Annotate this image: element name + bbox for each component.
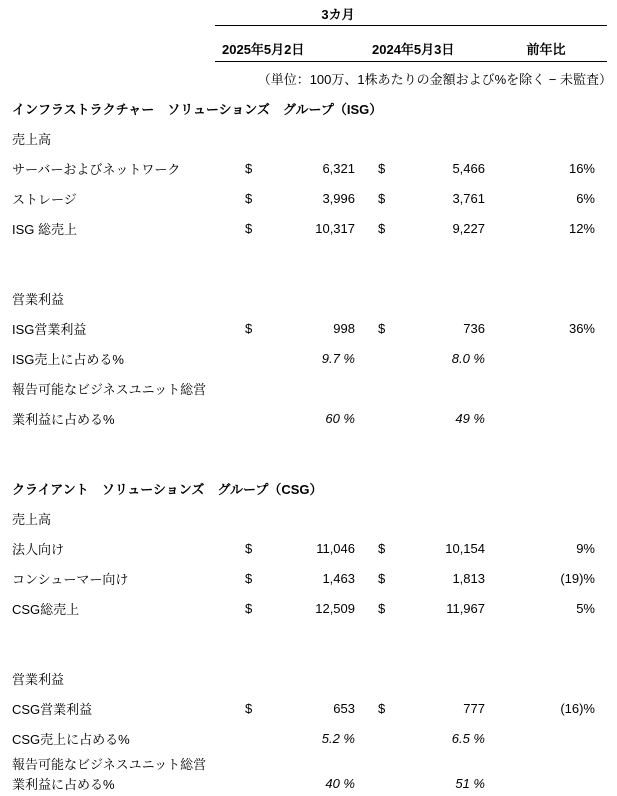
yoy-change: 12% (568, 220, 595, 236)
table-row (12, 153, 617, 183)
row-label: 売上高 (12, 511, 52, 527)
table-header (0, 0, 617, 93)
row-label: ISG売上に占める% (12, 351, 124, 367)
currency-symbol-current: $ (245, 540, 253, 556)
table-row (12, 373, 617, 403)
row-label: 営業利益 (12, 291, 65, 307)
yoy-change: 5% (576, 600, 595, 616)
row-label: コンシューマー向け (12, 571, 129, 587)
table-row (12, 93, 617, 123)
row-label: CSG売上に占める% (12, 731, 130, 747)
row-label: CSG営業利益 (12, 701, 93, 717)
row-label: ストレージ (12, 191, 77, 207)
currency-symbol-current: $ (245, 320, 253, 336)
table-spacer-row (12, 243, 617, 283)
table-row (12, 403, 617, 433)
row-label: CSG総売上 (12, 601, 80, 617)
header-rule-bottom (215, 61, 607, 62)
currency-symbol-current: $ (245, 700, 253, 716)
yoy-change: (19)% (560, 570, 595, 586)
currency-symbol-current: $ (245, 190, 253, 206)
currency-symbol-current: $ (245, 160, 253, 176)
currency-symbol-current: $ (245, 600, 253, 616)
table-row (12, 503, 617, 533)
table-row (12, 593, 617, 623)
value-current: 6,321 (322, 160, 355, 176)
table-row (12, 533, 617, 563)
row-label: 営業利益 (12, 671, 65, 687)
table-spacer-row (12, 433, 617, 473)
percent-prior: 8.0 % (451, 350, 485, 366)
value-current: 1,463 (322, 570, 355, 586)
currency-symbol-prior: $ (378, 190, 386, 206)
currency-symbol-prior: $ (378, 320, 386, 336)
table-row (12, 343, 617, 373)
row-label: サーバーおよびネットワーク (12, 161, 181, 177)
percent-current: 40 % (325, 775, 355, 791)
value-prior: 3,761 (452, 190, 485, 206)
row-label: 業利益に占める% (12, 411, 115, 427)
currency-symbol-prior: $ (378, 540, 386, 556)
header-rule-top (215, 25, 607, 26)
table-row (12, 723, 617, 753)
yoy-change: 6% (576, 190, 595, 206)
value-prior: 736 (463, 320, 485, 336)
currency-symbol-prior: $ (378, 570, 386, 586)
unit-note: （単位：100万、1株あたりの金額および%を除く − 未監査） (257, 72, 612, 87)
currency-symbol-prior: $ (378, 220, 386, 236)
percent-prior: 49 % (455, 410, 485, 426)
percent-current: 5.2 % (321, 730, 355, 746)
table-row (12, 183, 617, 213)
table-row (12, 563, 617, 593)
currency-symbol-current: $ (245, 220, 253, 236)
value-prior: 777 (463, 700, 485, 716)
value-current: 3,996 (322, 190, 355, 206)
yoy-change: 16% (568, 160, 595, 176)
table-row (12, 473, 617, 503)
table-row (12, 663, 617, 693)
yoy-change: (16)% (560, 700, 595, 716)
table-row (12, 753, 617, 773)
section-heading: インフラストラクチャー ソリューションズ グループ（ISG） (12, 101, 383, 117)
table-row (12, 773, 617, 793)
row-label: 法人向け (12, 541, 65, 557)
row-label: 報告可能なビジネスユニット総営 (12, 381, 207, 397)
table-row (12, 123, 617, 153)
value-prior: 5,466 (452, 160, 485, 176)
percent-prior: 6.5 % (451, 730, 485, 746)
currency-symbol-current: $ (245, 570, 253, 586)
currency-symbol-prior: $ (378, 700, 386, 716)
period-header: 3カ月 (321, 7, 355, 22)
percent-prior: 51 % (455, 775, 485, 791)
yoy-change: 36% (568, 320, 595, 336)
value-current: 10,317 (315, 220, 355, 236)
table-row (12, 693, 617, 723)
segment-table-body (0, 93, 617, 793)
column-header-current-date: 2025年5月2日 (222, 42, 305, 57)
table-row (12, 313, 617, 343)
value-current: 11,046 (316, 540, 355, 556)
value-prior: 11,967 (446, 600, 485, 616)
value-prior: 1,813 (452, 570, 485, 586)
currency-symbol-prior: $ (378, 160, 386, 176)
yoy-change: 9% (576, 540, 595, 556)
value-prior: 9,227 (452, 220, 485, 236)
table-row (12, 283, 617, 313)
section-heading: クライアント ソリューションズ グループ（CSG） (12, 481, 323, 497)
row-label: ISG営業利益 (12, 321, 87, 337)
percent-current: 9.7 % (321, 350, 355, 366)
value-current: 12,509 (315, 600, 355, 616)
row-label: 報告可能なビジネスユニット総営 (12, 756, 207, 772)
currency-symbol-prior: $ (378, 600, 386, 616)
column-header-yoy: 前年比 (526, 42, 566, 57)
row-label: ISG 総売上 (12, 221, 78, 237)
column-header-prior-date: 2024年5月3日 (372, 42, 455, 57)
row-label: 業利益に占める% (12, 776, 115, 792)
value-prior: 10,154 (445, 540, 485, 556)
row-label: 売上高 (12, 131, 52, 147)
percent-current: 60 % (325, 410, 355, 426)
value-current: 998 (333, 320, 355, 336)
value-current: 653 (333, 700, 355, 716)
table-row (12, 213, 617, 243)
table-spacer-row (12, 623, 617, 663)
